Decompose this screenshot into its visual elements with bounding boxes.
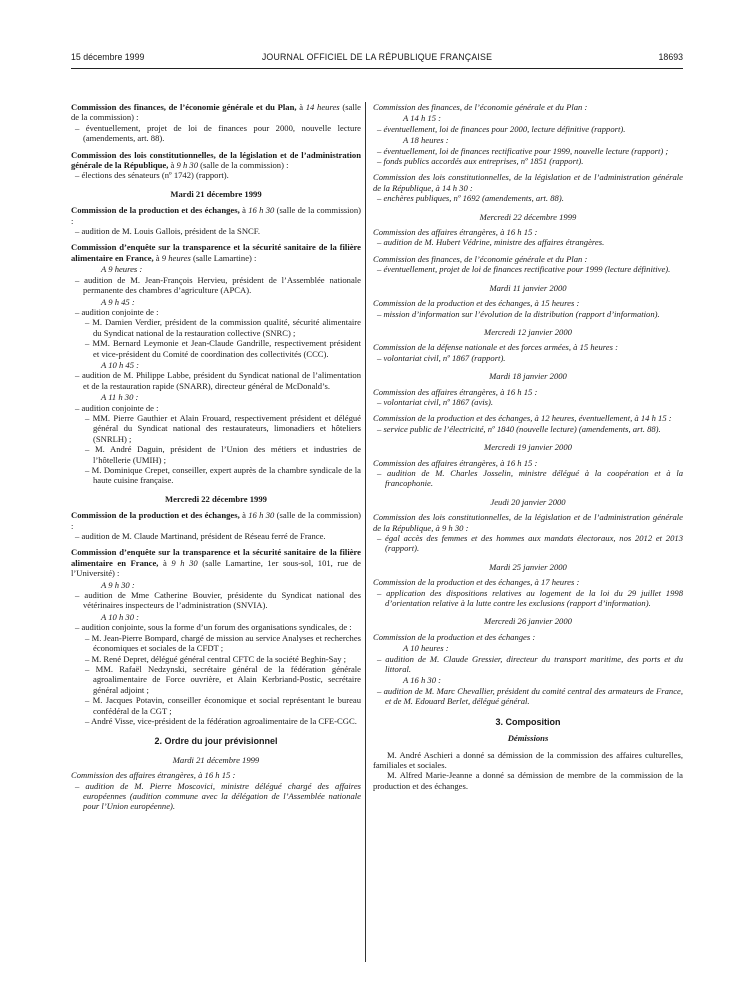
section-heading: 2. Ordre du jour prévisionnel — [154, 736, 278, 747]
agenda-entry: Commission des affaires étrangères, à 16 h 15 : — [71, 770, 236, 781]
agenda-entry: Commission d’enquête sur la transparence et la sécurité sanitaire de la filière alimentaire en France, à 9 heures (salle Lamartine) : — [71, 242, 361, 263]
agenda-entry: Commission de la défense nationale et des forces armées, à 15 heures : — [373, 342, 618, 353]
header-title: JOURNAL OFFICIEL DE LA RÉPUBLIQUE FRANÇAISE — [261, 52, 493, 62]
date-heading: Jeudi 20 janvier 2000 — [490, 496, 566, 507]
agenda-entry: Commission des affaires étrangères, à 16 h 15 : — [373, 457, 538, 468]
time-slot: A 10 h 30 : — [101, 611, 140, 622]
header-rule — [71, 68, 683, 69]
date-heading: Mercredi 22 décembre 1999 — [165, 493, 267, 504]
agenda-item: – éventuellement, loi de finances pour 2000, lecture définitive (rapport). — [377, 123, 626, 134]
time-slot: A 9 h 45 : — [101, 296, 135, 307]
date-heading: Mercredi 12 janvier 2000 — [484, 326, 572, 337]
agenda-item: – audition de M. Claude Martinand, président de Réseau ferré de France. — [75, 531, 326, 542]
agenda-item: – audition de M. Claude Gressier, directeur du transport maritime, des ports et du littoral. — [377, 653, 683, 675]
agenda-entry: Commission de la production et des échanges, à 16 h 30 (salle de la commission) : — [71, 205, 361, 226]
header-date: 15 décembre 1999 — [71, 52, 145, 62]
agenda-item: – fonds publics accordés aux entreprises, nº 1851 (rapport). — [377, 156, 584, 167]
column-divider — [365, 102, 366, 962]
date-heading: Mardi 25 janvier 2000 — [489, 561, 567, 572]
agenda-item: – audition de M. Philippe Labbe, président du Syndicat national de l’alimentation et de la restauration rapide (SNARR), directeur général de McDonald’s. — [75, 370, 361, 391]
agenda-entry: Commission des affaires étrangères, à 16 h 15 : — [373, 227, 538, 238]
agenda-subitem: – M. Dominique Crepet, conseiller, expert auprès de la chambre syndicale de la haute cuisine française. — [85, 465, 361, 486]
agenda-entry: Commission de la production et des échanges, à 15 heures : — [373, 298, 580, 309]
agenda-subitem: – MM. Pierre Gauthier et Alain Frouard, respectivement président et délégué général du Syndicat national des restaurateurs, limonadiers et hôteliers (SNRLH) ; — [85, 412, 361, 444]
time-slot: A 9 h 30 : — [101, 579, 135, 590]
date-heading: Mardi 21 décembre 1999 — [172, 754, 260, 765]
paragraph: M. Alfred Marie-Jeanne a donné sa démission de membre de la commission de la production et des échanges. — [373, 770, 683, 791]
agenda-subitem: – M. René Depret, délégué général central CFTC de la société Beghin-Say ; — [85, 653, 347, 664]
agenda-entry: Commission d’enquête sur la transparence et la sécurité sanitaire de la filière alimentaire en France, à 9 h 30 (salle Lamartine, 1er sous-sol, 101, rue de l’Université) : — [71, 547, 361, 579]
date-heading: Mardi 11 janvier 2000 — [489, 282, 567, 293]
agenda-entry: Commission des finances, de l’économie générale et du Plan, à 14 heures (salle de la commission) : — [71, 102, 361, 123]
agenda-item: – audition conjointe de : — [75, 306, 159, 317]
agenda-item: – mission d’information sur l’évolution de la distribution (rapport d’information). — [377, 308, 660, 319]
agenda-item: – égal accès des femmes et des hommes aux mandats électoraux, nos 2012 et 2013 (rapport). — [377, 533, 683, 554]
date-heading: Mardi 18 janvier 2000 — [489, 371, 567, 382]
agenda-item: – audition de M. Pierre Moscovici, ministre délégué chargé des affaires européennes (audition commune avec la délégation de l’Assemblée nationale pour l’Union européenne). — [75, 780, 361, 812]
paragraph: M. André Aschieri a donné sa démission de la commission des affaires culturelles, familiales et sociales. — [373, 749, 683, 770]
time-slot: A 16 h 30 : — [403, 675, 442, 686]
agenda-entry: Commission des lois constitutionnelles, de la législation et de l’administration générale de la République, à 9 h 30 (salle de la commission) : — [71, 149, 361, 171]
agenda-entry: Commission de la production et des échanges, à 12 heures, éventuellement, à 14 h 15 : — [373, 413, 672, 424]
left-column — [71, 102, 361, 812]
agenda-entry: Commission des lois constitutionnelles, de la législation et de l’administration générale de la République, à 14 h 30 : — [373, 172, 683, 193]
agenda-entry: Commission des finances, de l’économie générale et du Plan : — [373, 253, 588, 264]
agenda-subitem: – André Visse, vice-président de la fédération agroalimentaire de la CFE-CGC. — [85, 715, 357, 726]
date-heading: Mercredi 26 janvier 2000 — [484, 616, 572, 627]
agenda-item: – volontariat civil, nº 1867 (rapport). — [377, 352, 506, 363]
agenda-entry: Commission de la production et des échanges, à 17 heures : — [373, 577, 580, 588]
time-slot: A 14 h 15 : — [403, 113, 442, 124]
agenda-item: – audition de M. Marc Chevallier, président du comité central des armateurs de France, et de M. Edouard Berlet, délégué général. — [377, 685, 683, 707]
time-slot: A 10 h 45 : — [101, 359, 140, 370]
agenda-item: – audition de Mme Catherine Bouvier, présidente du Syndicat national des vétérinaires inspecteurs de l’administration (SNVIA). — [75, 590, 361, 611]
agenda-item: – audition conjointe de : — [75, 402, 159, 413]
header-page-number: 18693 — [658, 52, 683, 62]
section-heading: 3. Composition — [495, 716, 561, 727]
right-column — [373, 102, 683, 791]
agenda-subitem: – MM. Bernard Leymonie et Jean-Claude Gandrille, respectivement président et vice-président du Comité de coordination des collectivités (CCC). — [85, 338, 361, 359]
agenda-item: – éventuellement, projet de loi de finances pour 2000, nouvelle lecture (amendements, art. 88). — [75, 122, 361, 144]
agenda-entry: Commission des lois constitutionnelles, de la législation et de l’administration générale de la République, à 9 h 30 : — [373, 512, 683, 533]
date-heading: Mardi 21 décembre 1999 — [170, 188, 262, 199]
agenda-item: – éventuellement, projet de loi de finances rectificative pour 1999 (lecture définitive). — [377, 264, 671, 275]
time-slot: A 10 heures : — [403, 643, 449, 654]
agenda-item: – éventuellement, loi de finances rectificative pour 1999, nouvelle lecture (rapport) ; — [377, 145, 669, 156]
agenda-item: – audition de M. Jean-François Hervieu, président de l’Assemblée nationale permanente des chambres d’agriculture (APCA). — [75, 274, 361, 296]
subsection-heading: Démissions — [507, 733, 549, 744]
agenda-item: – enchères publiques, nº 1692 (amendements, art. 88). — [377, 193, 564, 204]
agenda-item: – application des dispositions relatives au logement de la loi du 29 juillet 1998 d’orientation relative à la lutte contre les exclusions (rapport d’information). — [377, 587, 683, 609]
page-header — [71, 52, 683, 66]
agenda-entry: Commission des finances, de l’économie générale et du Plan : — [373, 102, 588, 112]
agenda-item: – volontariat civil, nº 1867 (avis). — [377, 396, 494, 407]
date-heading: Mercredi 22 décembre 1999 — [479, 211, 577, 222]
agenda-subitem: – M. Jacques Potavin, conseiller économique et social représentant le bureau confédéral de la CGT ; — [85, 695, 361, 716]
agenda-subitem: – MM. Rafaël Nedzynski, secrétaire général de la fédération générale agroalimentaire de Force ouvrière, et Alain Kerbriand-Postic, secrétaire général adjoint ; — [85, 663, 361, 695]
agenda-entry: Commission des affaires étrangères, à 16 h 15 : — [373, 386, 538, 397]
agenda-subitem: – M. Jean-Pierre Bompard, chargé de mission au service Analyses et recherches économiques et sociales de la CFDT ; — [85, 632, 361, 654]
agenda-item: – audition de M. Hubert Védrine, ministre des affaires étrangères. — [377, 237, 605, 248]
date-heading: Mercredi 19 janvier 2000 — [484, 442, 572, 453]
agenda-item: – élections des sénateurs (nº 1742) (rapport). — [75, 170, 229, 181]
agenda-item: – audition de M. Louis Gallois, président de la SNCF. — [75, 226, 261, 237]
agenda-item: – audition de M. Charles Josselin, ministre délégué à la coopération et à la francophonie. — [377, 467, 683, 489]
agenda-entry: Commission de la production et des échanges : — [373, 631, 536, 642]
agenda-entry: Commission de la production et des échanges, à 16 h 30 (salle de la commission) : — [71, 510, 361, 531]
agenda-subitem: – M. André Daguin, président de l’Union des métiers et industries de l’hôtellerie (UMIH) ; — [85, 444, 361, 465]
agenda-item: – audition conjointe, sous la forme d’un forum des organisations syndicales, de : — [75, 622, 352, 633]
agenda-subitem: – M. Damien Verdier, président de la commission qualité, sécurité alimentaire du Syndicat national de la restauration collective (SNRC) ; — [85, 317, 361, 338]
time-slot: A 9 heures : — [101, 264, 143, 275]
time-slot: A 11 h 30 : — [101, 392, 139, 403]
agenda-item: – service public de l’électricité, nº 1840 (nouvelle lecture) (amendements, art. 88). — [377, 423, 661, 434]
time-slot: A 18 heures : — [403, 135, 449, 146]
